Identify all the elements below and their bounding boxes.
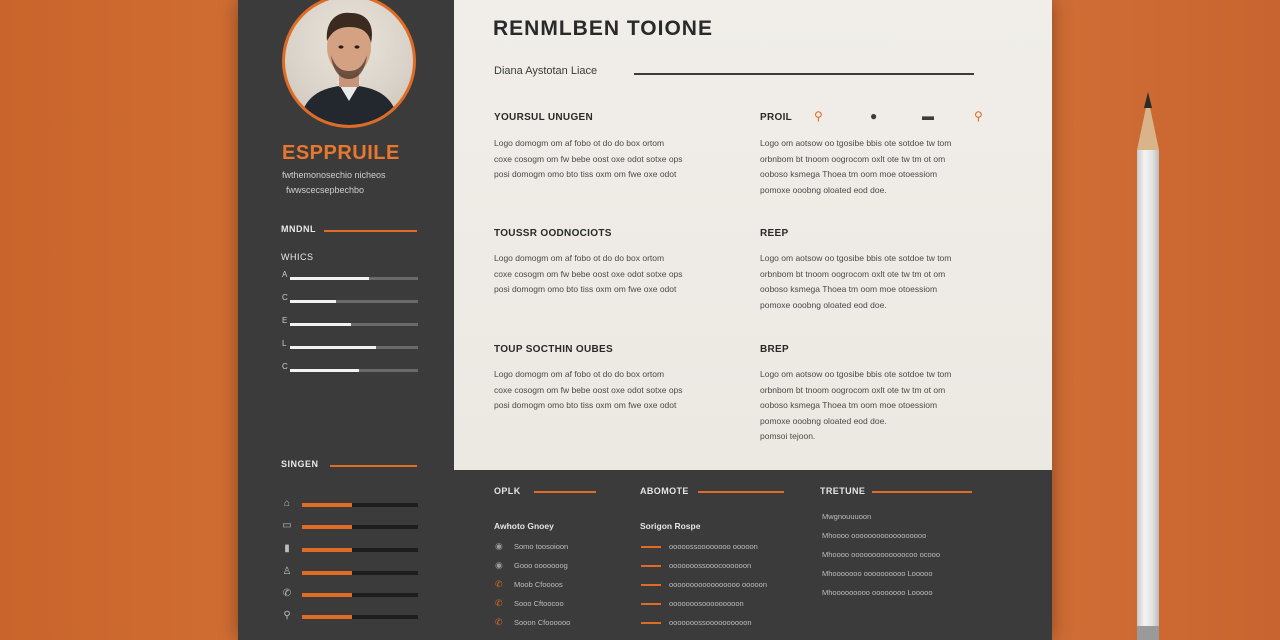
skill-label: C	[282, 293, 288, 302]
language-row	[280, 498, 420, 512]
skill-row	[282, 272, 418, 284]
accent-dash	[641, 584, 661, 586]
skill-label: E	[282, 316, 288, 325]
phone-icon: ✆	[495, 598, 503, 608]
section-text: Logo om aotsow oo tgosibe bbis ote sotdoe tw tom orbnbom bt tnoom oogrocom oxlt ote tw tm ot om ooboso ksmega Thoea tm oom moe otoessiom pomoxe ooobng oloated eod doe.	[760, 138, 952, 195]
subtitle-rule	[634, 73, 974, 75]
language-level-bar	[302, 525, 352, 529]
footer-col1-heading: OPLK	[494, 486, 521, 496]
resume-footer	[454, 470, 1052, 640]
training-item: Mhoooo oooooooooooooooooo	[822, 531, 927, 540]
section-heading: REEP	[760, 228, 789, 239]
section-heading: BREP	[760, 344, 789, 355]
language-row	[280, 543, 420, 557]
section-text: Logo domogm om af fobo ot do do box ortom coxe cosogm om fw bebe oost oxe odot sotxe ops posi domogm omo bto tiss oxm om fwe oxe odot	[494, 253, 683, 294]
skill-track	[290, 369, 418, 372]
skills-title: WHICS	[281, 252, 314, 262]
skill-label: L	[282, 339, 287, 348]
phone-icon: ✆	[495, 579, 503, 589]
reference-item: ooooossoooooooo ooooon	[669, 542, 758, 551]
language-level-bar	[302, 593, 352, 597]
pencil	[1137, 150, 1159, 632]
accent-dash	[641, 622, 661, 624]
language-track	[302, 571, 418, 575]
language-level-bar	[302, 548, 352, 552]
contact-item: Moob Cfoooos	[514, 580, 563, 589]
resume-title: RENMLBEN TOIONE	[493, 17, 713, 40]
contact-item: Somo toosoioon	[514, 542, 569, 551]
accent-dash	[641, 603, 661, 605]
profile-subline-1: fwthemonosechio nicheos	[282, 170, 386, 180]
location-icon: ◉	[495, 541, 503, 551]
reference-item: ooooooossoooooooooon	[669, 618, 752, 627]
person-portrait-icon	[285, 0, 413, 125]
skill-level-bar	[290, 323, 351, 326]
skill-track	[290, 277, 418, 280]
language-track	[302, 593, 418, 597]
map-marker-icon: ⚲	[974, 109, 983, 123]
skill-track	[290, 300, 418, 303]
home-icon: ⌂	[283, 498, 291, 509]
profile-brand-name: ESPPRUILE	[282, 142, 400, 164]
footer-col3-heading: TRETUNE	[820, 486, 866, 496]
accent-dash	[641, 546, 661, 548]
phone-icon: ✆	[282, 588, 292, 599]
skill-row	[282, 318, 418, 330]
language-track	[302, 525, 418, 529]
section-heading: TOUP SOCTHIN OUBES	[494, 344, 613, 355]
accent-dash	[641, 565, 661, 567]
language-level-bar	[302, 615, 352, 619]
footer-col2-heading: ABOMOTE	[640, 486, 689, 496]
skill-row	[282, 364, 418, 376]
skill-track	[290, 323, 418, 326]
footer-col2-rule	[698, 491, 784, 493]
car-icon: ▬	[922, 109, 934, 123]
section-text: Logo domogm om af fobo ot do do box ortom coxe cosogm om fw bebe oost oxe odot sotxe ops posi domogm omo bto tiss oxm om fwe oxe odot	[494, 369, 683, 410]
skill-level-bar	[290, 369, 359, 372]
reference-item: ooooooooooooooooo ooooon	[669, 580, 768, 589]
sidebar-section-title: MNDNL	[281, 224, 316, 234]
training-item: Mwgnouuuoon	[822, 512, 872, 521]
card-icon: ▭	[282, 520, 292, 531]
footer-col3-rule	[872, 491, 972, 493]
languages-title: SINGEN	[281, 459, 319, 469]
globe-icon: ◉	[495, 560, 503, 570]
skill-label: C	[282, 362, 288, 371]
location-icon: ⚲	[283, 610, 291, 621]
doc-icon: ▮	[284, 543, 290, 554]
section-text: Logo om aotsow oo tgosibe bbis ote sotdoe tw tom orbnbom bt tnoom oogrocom oxlt ote tw tm ot om ooboso ksmega Thoea tm oom moe otoessiom pomoxe ooobng oloated eod doe.	[760, 253, 952, 310]
training-item: Mhooooooo oooooooooo Looooo	[822, 569, 933, 578]
section-text: Logo domogm om af fobo ot do do box ortom coxe cosogm om fw bebe oost oxe odot sotxe ops posi domogm omo bto tiss oxm om fwe oxe odot	[494, 138, 683, 179]
section-text: Logo om aotsow oo tgosibe bbis ote sotdoe tw tom orbnbom bt tnoom oogrocom oxlt ote tw tm ot om ooboso ksmega Thoea tm oom moe otoessiom pomoxe ooobng oloated eod doe. pomsoi tejoon.	[760, 369, 952, 441]
location-pin-icon: ⚲	[814, 109, 823, 123]
reference-item: ooooooosooooooooon	[669, 599, 744, 608]
skill-level-bar	[290, 277, 369, 280]
user-icon: ♙	[282, 566, 292, 577]
footer-col1-name: Awhoto Gnoey	[494, 521, 554, 531]
contact-item: Gooo ooooooog	[514, 561, 568, 570]
reference-item: ooooooossooocoooooon	[669, 561, 752, 570]
resume-subtitle: Diana Aystotan Liace	[494, 65, 598, 77]
sidebar-section-rule	[324, 230, 417, 232]
pencil-lead	[1144, 92, 1152, 108]
profile-subline-2: fwwscecsepbechbo	[286, 185, 365, 195]
skill-level-bar	[290, 300, 336, 303]
skill-row	[282, 295, 418, 307]
section-heading: TOUSSR OODNOCIOTS	[494, 228, 612, 239]
language-row	[280, 566, 420, 580]
language-level-bar	[302, 503, 352, 507]
language-row	[280, 588, 420, 602]
section-heading: PROIL	[760, 112, 793, 123]
language-row	[280, 610, 420, 624]
language-row	[280, 520, 420, 534]
language-level-bar	[302, 571, 352, 575]
footer-col1-rule	[534, 491, 596, 493]
contact-item: Sooo Cftoocoo	[514, 599, 564, 608]
languages-rule	[330, 465, 417, 467]
skill-row	[282, 341, 418, 353]
pencil-band	[1137, 626, 1159, 640]
training-item: Mhooooooooo oooooooo Looooo	[822, 588, 933, 597]
phone-icon: ✆	[495, 617, 503, 627]
skill-level-bar	[290, 346, 376, 349]
language-track	[302, 503, 418, 507]
section-heading: YOURSUL UNUGEN	[494, 112, 594, 123]
language-track	[302, 615, 418, 619]
skill-label: A	[282, 270, 288, 279]
profile-photo	[282, 0, 416, 128]
contact-item: Sooon Cfoooooo	[514, 618, 571, 627]
profile-icon-row	[810, 109, 990, 125]
language-track	[302, 548, 418, 552]
globe-icon: ●	[870, 109, 878, 123]
skill-track	[290, 346, 418, 349]
training-item: Mhoooo ooooooooooooocoo ocooo	[822, 550, 941, 559]
footer-col2-name: Sorigon Rospe	[640, 521, 701, 531]
